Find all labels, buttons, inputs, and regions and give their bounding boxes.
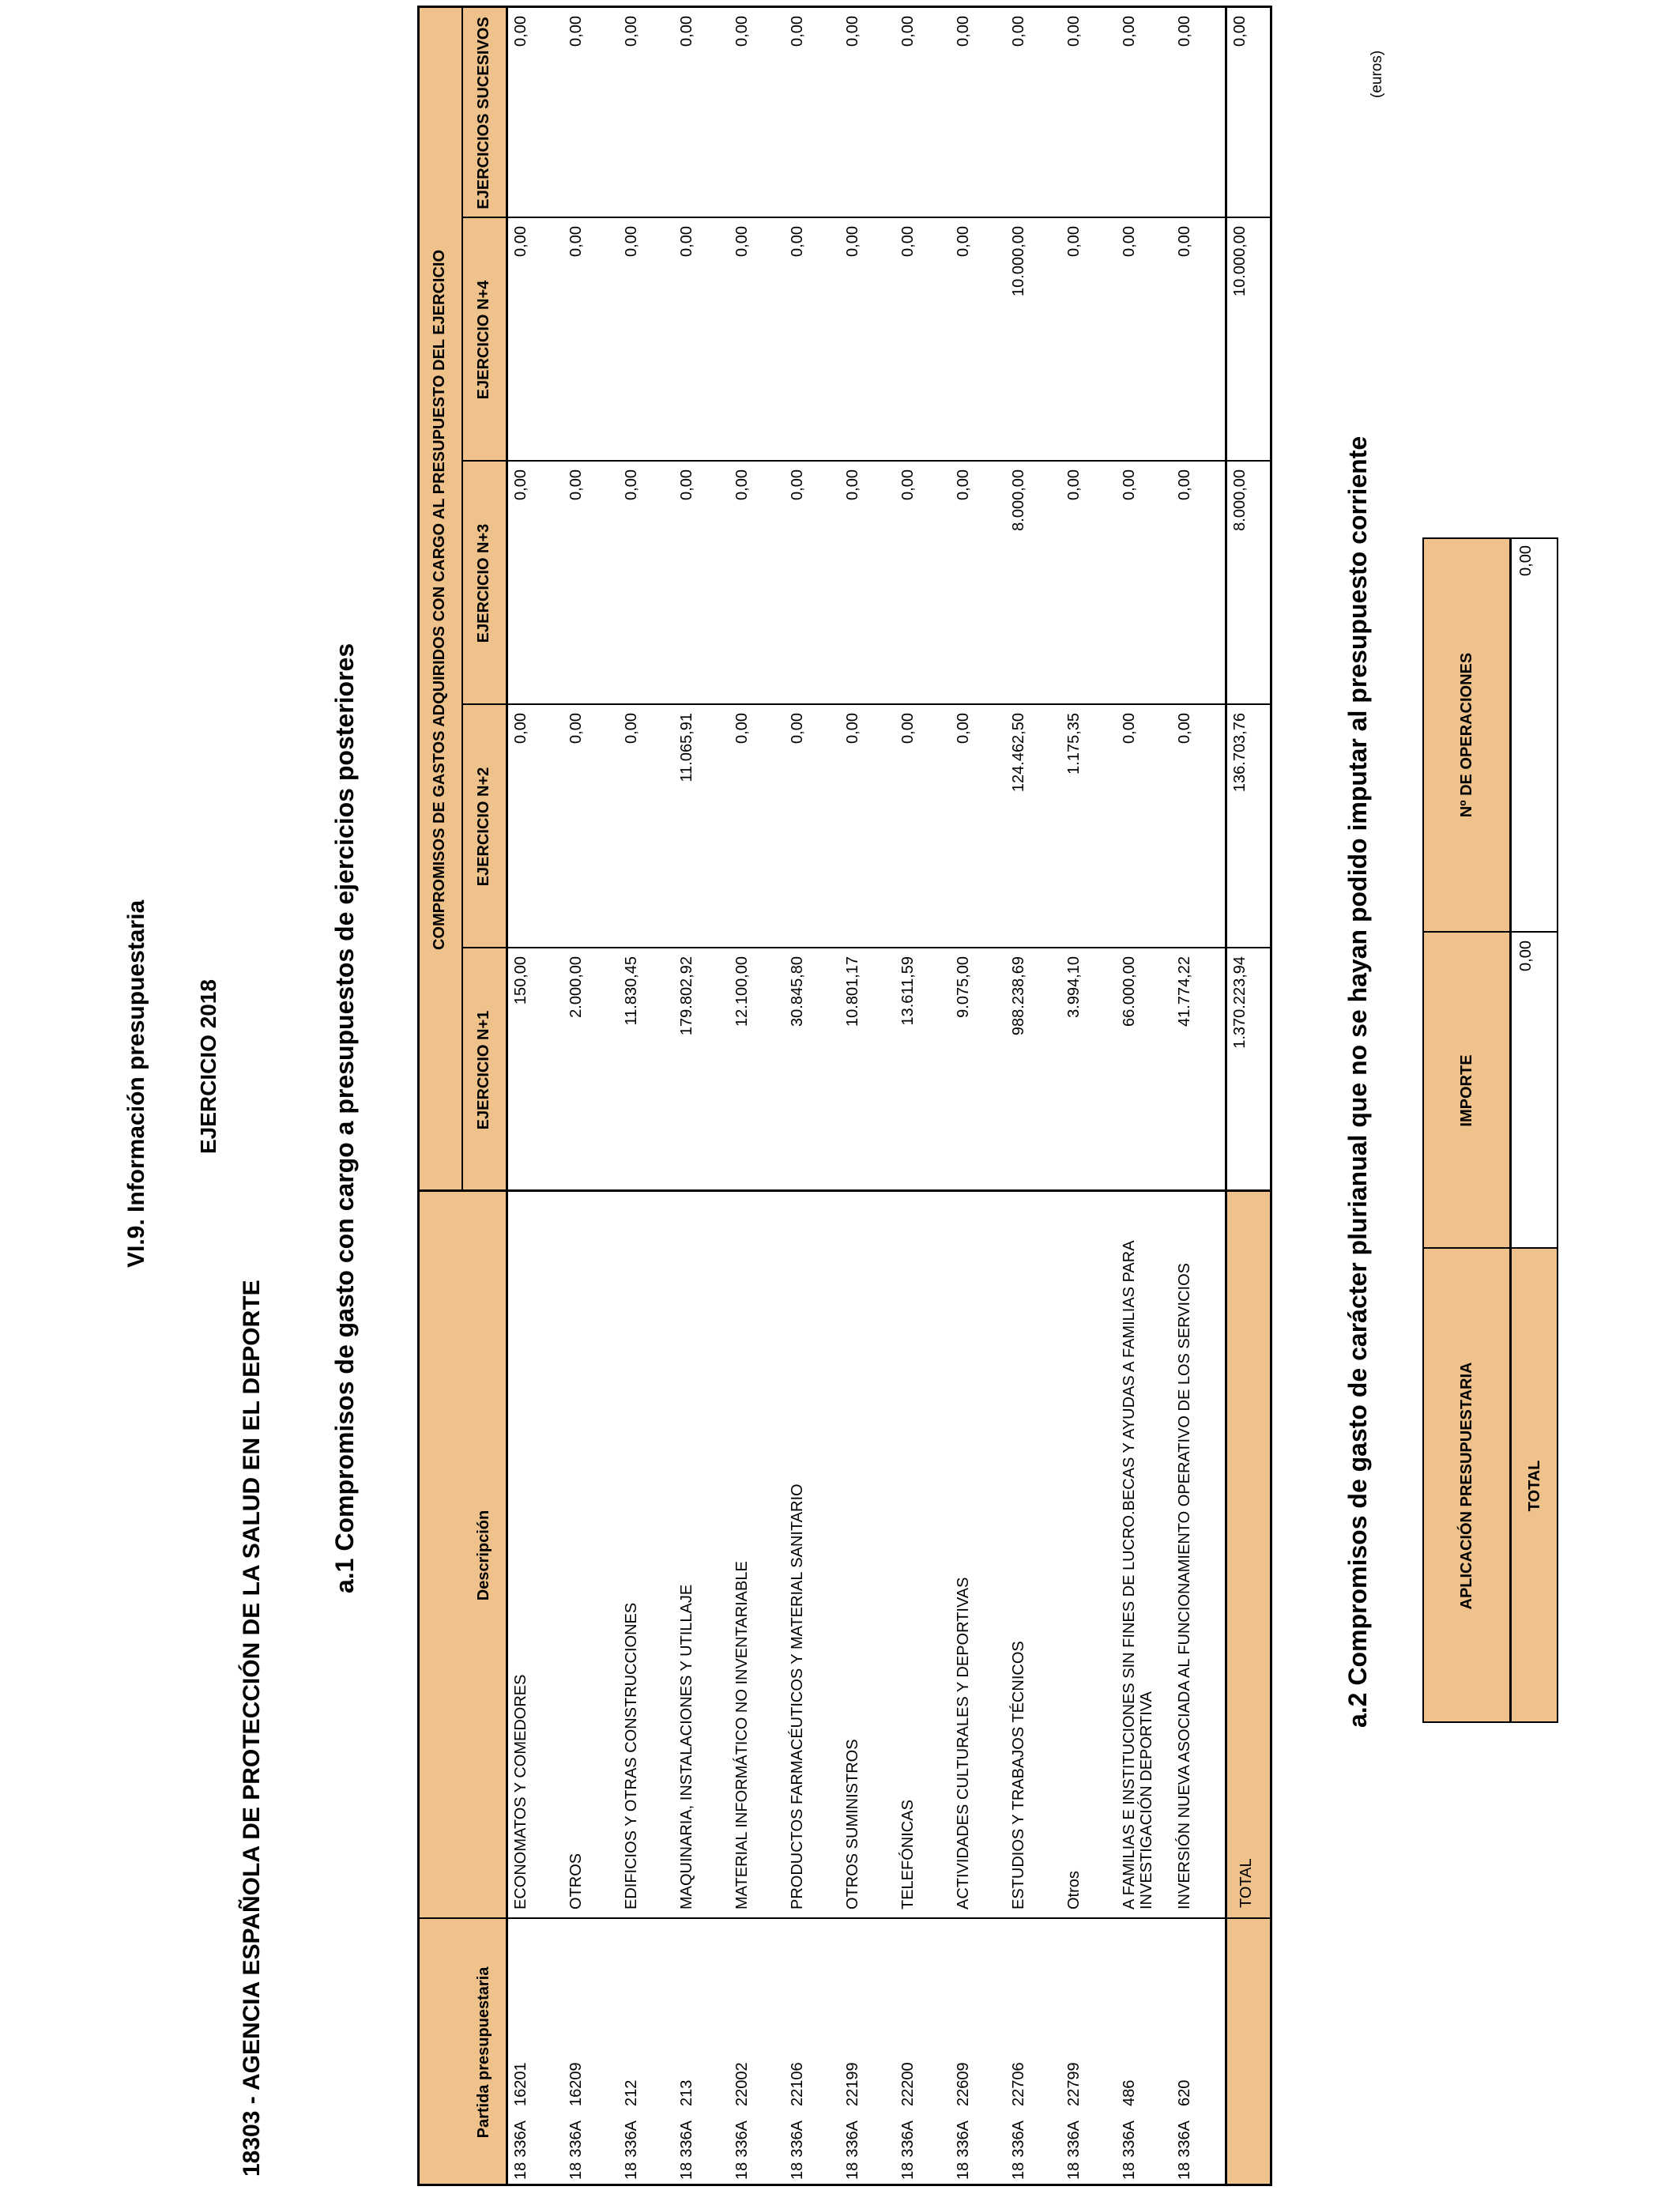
- row-economic: 22199: [844, 2062, 861, 2107]
- value-n1: 12.100,00: [733, 956, 751, 1027]
- value-cell-suc: [506, 8, 561, 218]
- partida-cell: [672, 1919, 727, 2180]
- value-n4: 0,00: [567, 226, 585, 257]
- value-n1: 2.000,00: [567, 956, 585, 1018]
- value-n4: 0,00: [1121, 226, 1138, 257]
- row-description: MAQUINARIA, INSTALACIONES Y UTILLAJE: [678, 1584, 695, 1909]
- col-n2-label: EJERCICIO N+2: [474, 767, 492, 887]
- value-cell-suc: [561, 8, 616, 218]
- description-cell: [948, 1198, 1004, 1909]
- value-cell-n3: [948, 462, 1004, 705]
- value-suc: 0,00: [678, 16, 695, 47]
- value-n3: 0,00: [1121, 469, 1138, 500]
- value-cell-n3: [672, 462, 727, 705]
- group-header-text: COMPROMISOS DE GASTOS ADQUIRIDOS CON CARGO AL PRESUPUESTO DEL EJERCICIO: [430, 249, 448, 951]
- row-section: 18: [623, 2162, 640, 2180]
- value-cell-suc: [616, 8, 672, 218]
- value-suc: 0,00: [567, 16, 585, 47]
- value-cell-n4: [727, 218, 782, 462]
- value-n3: 0,00: [789, 469, 806, 500]
- value-cell-suc: [1170, 8, 1225, 218]
- a2-importe-value: 0,00: [1517, 941, 1535, 971]
- total-cell-n3: [1225, 462, 1272, 705]
- value-n4: 0,00: [844, 226, 861, 257]
- row-program: 336A: [733, 2120, 751, 2158]
- value-n2: 11.065,91: [678, 713, 695, 782]
- row-section: 18: [1121, 2162, 1138, 2180]
- value-suc: 0,00: [844, 16, 861, 47]
- value-n2: 0,00: [844, 713, 861, 744]
- value-cell-n1: [1004, 948, 1059, 1192]
- value-cell-n3: [616, 462, 672, 705]
- grid-vline: [461, 217, 1272, 218]
- a2-operaciones-value: 0,00: [1517, 545, 1535, 576]
- grid-vline: [461, 947, 1272, 948]
- partida-cell: [616, 1919, 672, 2180]
- row-section: 18: [567, 2162, 585, 2180]
- row-description: OTROS SUMINISTROS: [844, 1739, 861, 1909]
- grid-line: [1557, 537, 1558, 1723]
- value-cell-n4: [838, 218, 893, 462]
- description-cell: [506, 1198, 561, 1909]
- total-suc: 0,00: [1231, 16, 1249, 47]
- value-n3: 0,00: [623, 469, 640, 500]
- value-suc: 0,00: [1176, 16, 1193, 47]
- partida-cell: [1170, 1919, 1225, 2180]
- value-cell-n3: [561, 462, 616, 705]
- value-cell-suc: [727, 8, 782, 218]
- col-header-n1: [461, 948, 506, 1192]
- value-n4: 10.000,00: [1010, 226, 1027, 296]
- row-section: 18: [1010, 2162, 1027, 2180]
- value-n3: 0,00: [955, 469, 972, 500]
- value-suc: 0,00: [1010, 16, 1027, 47]
- total-n2: 136.703,76: [1231, 713, 1249, 793]
- row-description: ACTIVIDADES CULTURALES Y DEPORTIVAS: [955, 1577, 972, 1909]
- value-cell-n1: [727, 948, 782, 1192]
- partida-cell: [893, 1919, 948, 2180]
- a2-total-label: [1511, 1249, 1558, 1723]
- value-n2: 124.462,50: [1010, 713, 1027, 793]
- value-suc: 0,00: [1065, 16, 1083, 47]
- value-cell-n2: [1004, 705, 1059, 948]
- value-cell-n4: [893, 218, 948, 462]
- row-program: 336A: [512, 2120, 529, 2158]
- col-n3-label: EJERCICIO N+3: [474, 523, 492, 643]
- value-n3: 0,00: [1176, 469, 1193, 500]
- row-economic: 22106: [789, 2062, 806, 2107]
- value-cell-n3: [782, 462, 838, 705]
- total-cell-n2: [1225, 705, 1272, 948]
- col-header-descripcion: [461, 1192, 506, 1919]
- grid-vline: [461, 460, 1272, 462]
- description-cell: [1004, 1198, 1059, 1909]
- row-description: EDIFICIOS Y OTRAS CONSTRUCCIONES: [623, 1602, 640, 1909]
- value-cell-n2: [1170, 705, 1225, 948]
- aplicacion-label: APLICACIÓN PRESUPUESTARIA: [1457, 1362, 1475, 1610]
- value-cell-n3: [1004, 462, 1059, 705]
- value-n3: 0,00: [733, 469, 751, 500]
- value-n1: 988.238,69: [1010, 956, 1027, 1036]
- value-cell-n2: [616, 705, 672, 948]
- row-section: 18: [844, 2162, 861, 2180]
- value-n3: 0,00: [567, 469, 585, 500]
- row-program: 336A: [955, 2120, 972, 2158]
- value-cell-n3: [727, 462, 782, 705]
- partida-cell: [1059, 1919, 1114, 2180]
- partida-cell: [1004, 1919, 1059, 2180]
- value-suc: 0,00: [623, 16, 640, 47]
- row-description: ESTUDIOS Y TRABAJOS TÉCNICOS: [1010, 1641, 1027, 1909]
- row-section: 18: [899, 2162, 917, 2180]
- grid-line: [1422, 931, 1558, 933]
- row-program: 336A: [1065, 2120, 1083, 2158]
- grid-hline: [417, 8, 420, 2186]
- description-cell: [838, 1198, 893, 1909]
- row-program: 336A: [678, 2120, 695, 2158]
- group-header: [417, 8, 461, 1192]
- value-cell-suc: [948, 8, 1004, 218]
- value-cell-n2: [893, 705, 948, 948]
- grid-vline: [417, 1189, 1272, 1192]
- row-section: 18: [955, 2162, 972, 2180]
- value-n2: 0,00: [512, 713, 529, 744]
- value-n4: 0,00: [623, 226, 640, 257]
- value-cell-n2: [948, 705, 1004, 948]
- value-n2: 0,00: [955, 713, 972, 744]
- partida-cell: [561, 1919, 616, 2180]
- partida-cell: [506, 1919, 561, 2180]
- row-description: A FAMILIAS E INSTITUCIONES SIN FINES DE LUCRO.BECAS Y AYUDAS A FAMILIAS PARA INVESTIGACIÓN DEPORTIVA: [1121, 1241, 1155, 1909]
- value-cell-n4: [782, 218, 838, 462]
- grid-vline: [417, 1917, 1272, 1919]
- row-economic: 213: [678, 2079, 695, 2107]
- row-economic: 486: [1121, 2079, 1138, 2107]
- units-label: (euros): [1369, 50, 1385, 98]
- value-n3: 0,00: [678, 469, 695, 500]
- grid-line: [1422, 1247, 1558, 1249]
- col-header-n3: [461, 462, 506, 705]
- value-n2: 0,00: [623, 713, 640, 744]
- value-cell-n1: [506, 948, 561, 1192]
- value-n4: 0,00: [1176, 226, 1193, 257]
- value-cell-n2: [506, 705, 561, 948]
- value-cell-n1: [1114, 948, 1170, 1192]
- value-cell-n1: [672, 948, 727, 1192]
- value-n2: 0,00: [567, 713, 585, 744]
- value-n2: 0,00: [789, 713, 806, 744]
- grid-line: [1509, 537, 1512, 1723]
- row-program: 336A: [1121, 2120, 1138, 2158]
- grid-vline: [417, 2184, 1272, 2186]
- value-cell-suc: [1004, 8, 1059, 218]
- value-cell-n4: [1004, 218, 1059, 462]
- description-cell: [1059, 1198, 1114, 1909]
- grid-hline: [1270, 8, 1272, 2186]
- description-cell: [616, 1198, 672, 1909]
- grid-hline: [461, 8, 463, 1192]
- row-program: 336A: [567, 2120, 585, 2158]
- row-description: ECONOMATOS Y COMEDORES: [512, 1674, 529, 1909]
- col-header-sucesivos: [461, 8, 506, 218]
- a2-total-text: TOTAL: [1525, 1460, 1543, 1512]
- page-title: VI.9. Información presupuestaria: [123, 899, 149, 1268]
- value-n4: 0,00: [678, 226, 695, 257]
- value-cell-n1: [561, 948, 616, 1192]
- operaciones-label: Nº DE OPERACIONES: [1457, 652, 1475, 818]
- value-n3: 0,00: [899, 469, 917, 500]
- value-cell-n1: [948, 948, 1004, 1192]
- value-cell-n2: [782, 705, 838, 948]
- row-program: 336A: [1176, 2120, 1193, 2158]
- value-cell-n1: [616, 948, 672, 1192]
- total-n3: 8.000,00: [1231, 469, 1249, 531]
- row-program: 336A: [623, 2120, 640, 2158]
- grid-line: [1422, 1721, 1558, 1723]
- description-cell: [893, 1198, 948, 1909]
- grid-vline: [417, 6, 1272, 8]
- value-cell-n4: [1170, 218, 1225, 462]
- value-cell-n3: [1114, 462, 1170, 705]
- row-economic: 22799: [1065, 2062, 1083, 2107]
- value-cell-n3: [893, 462, 948, 705]
- row-description: OTROS: [567, 1853, 585, 1909]
- value-n4: 0,00: [899, 226, 917, 257]
- value-n4: 0,00: [789, 226, 806, 257]
- value-cell-n4: [616, 218, 672, 462]
- row-description: INVERSIÓN NUEVA ASOCIADA AL FUNCIONAMIENTO OPERATIVO DE LOS SERVICIOS: [1176, 1263, 1193, 1909]
- row-economic: 22609: [955, 2062, 972, 2107]
- value-suc: 0,00: [512, 16, 529, 47]
- value-n2: 0,00: [1121, 713, 1138, 744]
- row-section: 18: [1065, 2162, 1083, 2180]
- total-n4: 10.000,00: [1231, 226, 1249, 296]
- value-n2: 0,00: [1176, 713, 1193, 744]
- value-cell-n2: [838, 705, 893, 948]
- value-cell-n3: [838, 462, 893, 705]
- description-cell: [1114, 1198, 1170, 1909]
- row-section: 18: [789, 2162, 806, 2180]
- section-a2-title: a.2 Compromisos de gasto de carácter plurianual que no se hayan podido imputar al presupuesto corriente: [1343, 435, 1372, 1728]
- total-n1: 1.370.223,94: [1231, 956, 1249, 1049]
- value-cell-n4: [561, 218, 616, 462]
- a2-total-importe: [1511, 933, 1558, 1249]
- row-program: 336A: [1010, 2120, 1027, 2158]
- col-sucesivos-label: EJERCICIOS SUCESIVOS: [474, 17, 492, 209]
- value-n2: 1.175,35: [1065, 713, 1083, 775]
- grid-line: [1422, 537, 1424, 1723]
- value-suc: 0,00: [789, 16, 806, 47]
- value-cell-n2: [1114, 705, 1170, 948]
- partida-cell: [1114, 1919, 1170, 2180]
- value-cell-n4: [948, 218, 1004, 462]
- row-section: 18: [512, 2162, 529, 2180]
- col-header-n2: [461, 705, 506, 948]
- col-header-importe: [1422, 933, 1511, 1249]
- value-n2: 0,00: [899, 713, 917, 744]
- col-header-aplicacion: [1422, 1249, 1511, 1723]
- row-section: 18: [733, 2162, 751, 2180]
- value-cell-n1: [838, 948, 893, 1192]
- partida-cell: [948, 1919, 1004, 2180]
- value-n4: 0,00: [733, 226, 751, 257]
- col-descripcion-label: Descripción: [474, 1510, 492, 1601]
- commitments-table: [417, 8, 1272, 2186]
- value-suc: 0,00: [1121, 16, 1138, 47]
- col-header-partida: [461, 1919, 506, 2186]
- grid-vline: [461, 703, 1272, 705]
- value-suc: 0,00: [899, 16, 917, 47]
- value-cell-n1: [893, 948, 948, 1192]
- description-cell: [782, 1198, 838, 1909]
- total-cell-n1: [1225, 948, 1272, 1192]
- value-cell-suc: [1114, 8, 1170, 218]
- value-cell-n2: [1059, 705, 1114, 948]
- agency-name: 18303 - AGENCIA ESPAÑOLA DE PROTECCIÓN DE LA SALUD EN EL DEPORTE: [239, 1280, 265, 2177]
- value-n1: 179.802,92: [678, 956, 695, 1036]
- col-header-operaciones: [1422, 537, 1511, 933]
- value-n1: 30.845,80: [789, 956, 806, 1027]
- row-program: 336A: [899, 2120, 917, 2158]
- total-text: TOTAL: [1237, 1858, 1255, 1908]
- value-n3: 0,00: [1065, 469, 1083, 500]
- row-economic: 16201: [512, 2062, 529, 2107]
- description-cell: [1170, 1198, 1225, 1909]
- value-cell-n3: [1059, 462, 1114, 705]
- row-description: Otros: [1065, 1871, 1083, 1909]
- partida-cell: [782, 1919, 838, 2180]
- row-economic: 22200: [899, 2062, 917, 2107]
- value-cell-n4: [672, 218, 727, 462]
- value-suc: 0,00: [733, 16, 751, 47]
- value-n4: 0,00: [955, 226, 972, 257]
- partida-cell: [838, 1919, 893, 2180]
- row-program: 336A: [844, 2120, 861, 2158]
- row-economic: 22706: [1010, 2062, 1027, 2107]
- description-cell: [727, 1198, 782, 1909]
- row-section: 18: [1176, 2162, 1193, 2180]
- row-section: 18: [678, 2162, 695, 2180]
- value-cell-n3: [1170, 462, 1225, 705]
- value-cell-n2: [727, 705, 782, 948]
- row-economic: 16209: [567, 2062, 585, 2107]
- value-n1: 66.000,00: [1121, 956, 1138, 1027]
- value-n1: 13.611,59: [899, 956, 917, 1026]
- value-cell-n2: [672, 705, 727, 948]
- value-n2: 0,00: [733, 713, 751, 744]
- grid-line: [1422, 537, 1558, 539]
- a2-total-operaciones: [1511, 537, 1558, 933]
- value-n1: 11.830,45: [623, 956, 640, 1026]
- value-cell-suc: [672, 8, 727, 218]
- plurianual-table: [1422, 537, 1558, 1723]
- grid-hline: [506, 8, 508, 2186]
- grid-hline: [1225, 8, 1227, 2186]
- value-suc: 0,00: [955, 16, 972, 47]
- col-n4-label: EJERCICIO N+4: [474, 280, 492, 400]
- row-description: TELEFÓNICAS: [899, 1800, 917, 1909]
- value-n1: 3.994,10: [1065, 956, 1083, 1018]
- value-n3: 0,00: [844, 469, 861, 500]
- col-partida-label: Partida presupuestaria: [474, 1966, 492, 2139]
- total-label: [1225, 1750, 1272, 1908]
- description-cell: [561, 1198, 616, 1909]
- value-cell-n2: [561, 705, 616, 948]
- value-cell-suc: [782, 8, 838, 218]
- value-n1: 9.075,00: [955, 956, 972, 1018]
- row-economic: 620: [1176, 2079, 1193, 2107]
- value-cell-n1: [782, 948, 838, 1192]
- description-cell: [672, 1198, 727, 1909]
- value-n4: 0,00: [1065, 226, 1083, 257]
- value-n1: 10.801,17: [844, 956, 861, 1027]
- importe-label: IMPORTE: [1457, 1054, 1475, 1127]
- value-cell-suc: [1059, 8, 1114, 218]
- exercise-year: EJERCICIO 2018: [196, 979, 220, 1154]
- value-cell-n1: [1059, 948, 1114, 1192]
- col-header-n4: [461, 218, 506, 462]
- value-cell-n3: [506, 462, 561, 705]
- partida-cell: [727, 1919, 782, 2180]
- row-program: 336A: [789, 2120, 806, 2158]
- value-cell-suc: [893, 8, 948, 218]
- value-cell-n4: [506, 218, 561, 462]
- row-economic: 22002: [733, 2062, 751, 2107]
- section-a1-title: a.1 Compromisos de gasto con cargo a presupuestos de ejercicios posteriores: [330, 643, 359, 1593]
- value-n1: 41.774,22: [1176, 956, 1193, 1027]
- value-n3: 8.000,00: [1010, 469, 1027, 531]
- total-cell-n4: [1225, 218, 1272, 462]
- value-cell-n4: [1114, 218, 1170, 462]
- total-fill: [1225, 1192, 1272, 2186]
- total-cell-suc: [1225, 8, 1272, 218]
- value-cell-n4: [1059, 218, 1114, 462]
- row-description: PRODUCTOS FARMACÉUTICOS Y MATERIAL SANITARIO: [789, 1483, 806, 1909]
- row-description: MATERIAL INFORMÁTICO NO INVENTARIABLE: [733, 1561, 751, 1909]
- col-n1-label: EJERCICIO N+1: [474, 1010, 492, 1130]
- value-cell-suc: [838, 8, 893, 218]
- value-n3: 0,00: [512, 469, 529, 500]
- value-n1: 150,00: [512, 956, 529, 1005]
- row-economic: 212: [623, 2079, 640, 2107]
- value-cell-n1: [1170, 948, 1225, 1192]
- value-n4: 0,00: [512, 226, 529, 257]
